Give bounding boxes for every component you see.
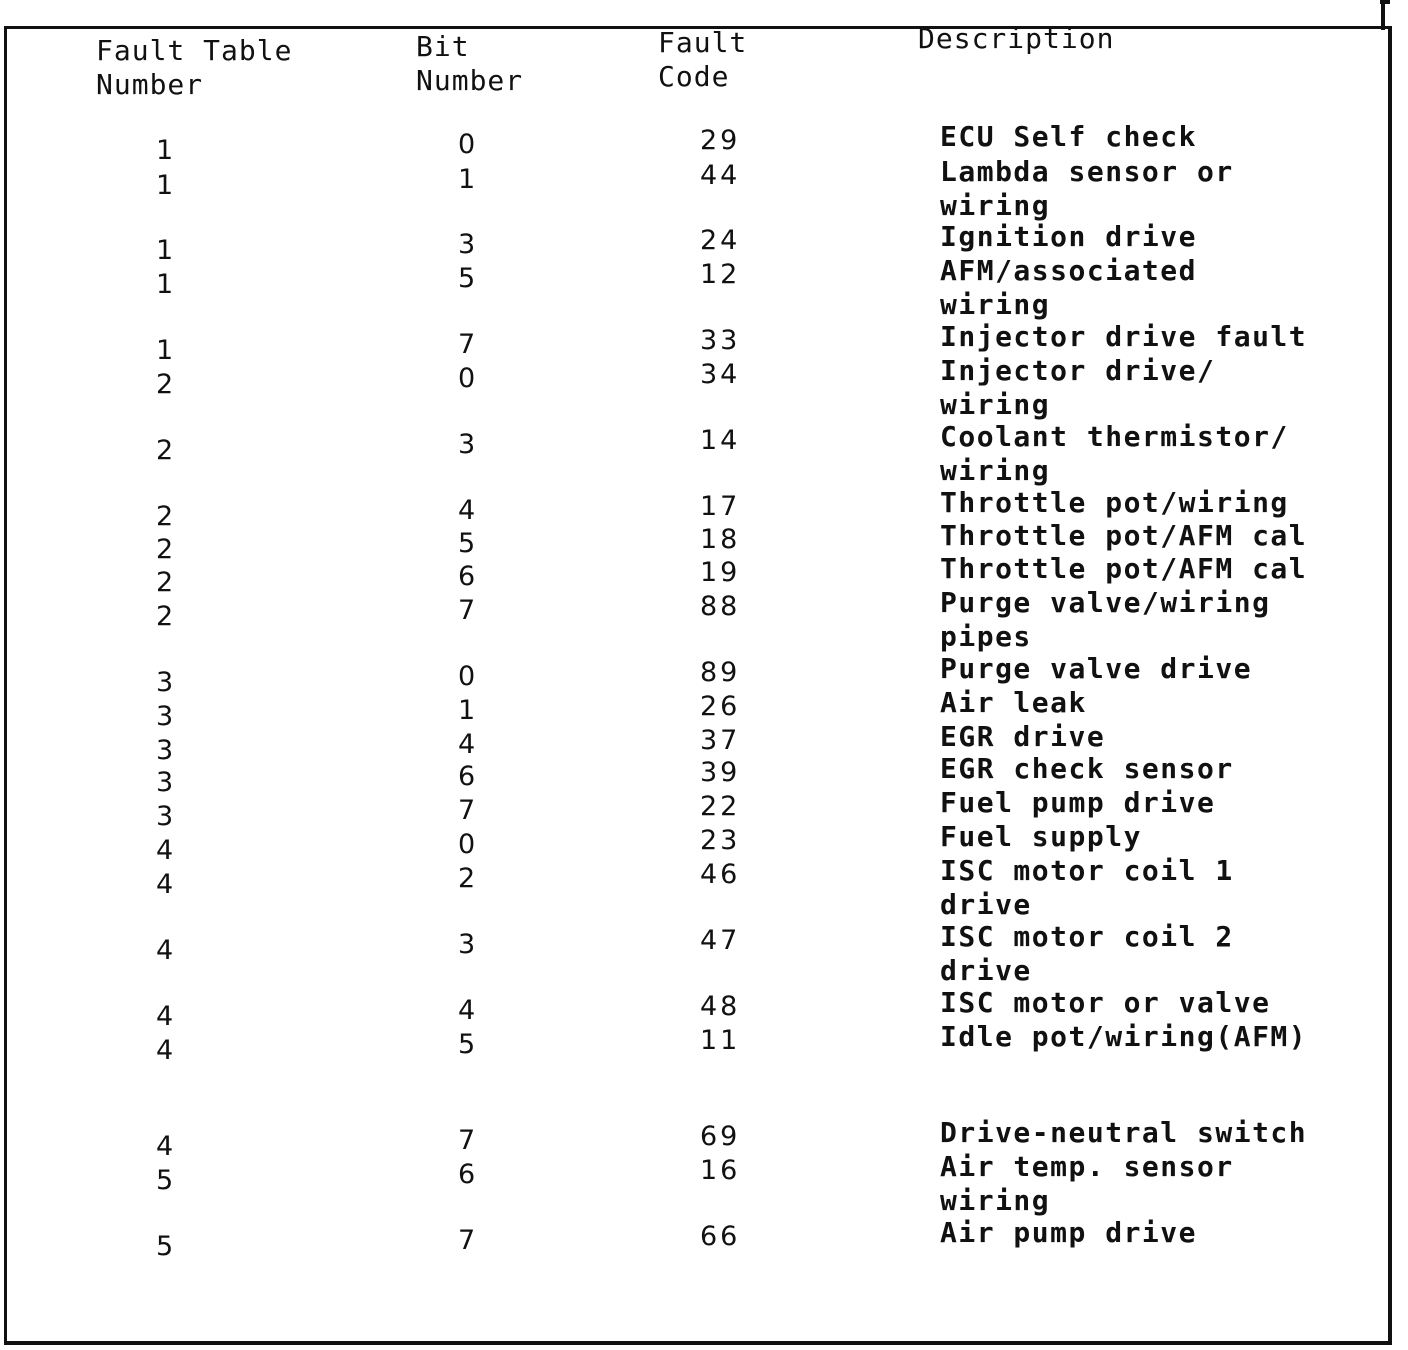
fault-code-cell: 19 [700,557,741,588]
table-row [0,155,1408,222]
bit-number-cell: 4 [458,995,477,1026]
fault-table-number-cell: 2 [156,534,175,565]
fault-code-cell: 89 [700,657,741,688]
bit-number-cell: 4 [458,729,477,760]
bit-number-cell: 0 [458,829,477,860]
bit-number-cell: 6 [458,561,477,592]
description-cell: Purge valve/wiring pipes [940,586,1271,653]
description-cell: Drive-neutral switch [940,1116,1308,1149]
fault-code-cell: 39 [700,757,741,788]
fault-code-cell: 26 [700,691,741,722]
fault-table-number-cell: 4 [156,1131,175,1162]
fault-code-cell: 37 [700,725,741,756]
bit-number-cell: 0 [458,129,477,160]
fault-code-cell: 33 [700,325,741,356]
table-row [0,120,1408,166]
description-cell: Injector drive/ wiring [940,354,1216,421]
description-cell: EGR check sensor [940,752,1234,785]
description-cell: ISC motor coil 2 drive [940,920,1234,987]
fault-code-cell: 69 [700,1121,741,1152]
description-cell: Fuel supply [940,820,1142,853]
fault-table-number-cell: 1 [156,335,175,366]
fault-code-cell: 66 [700,1221,741,1252]
description-cell: Air temp. sensor wiring [940,1150,1234,1217]
header-fault-table-number: Fault Table Number [96,34,293,101]
fault-code-cell: 44 [700,160,741,191]
bit-number-cell: 1 [458,695,477,726]
description-cell: Idle pot/wiring(AFM) [940,1020,1308,1053]
fault-table-number-cell: 3 [156,801,175,832]
bit-number-cell: 0 [458,661,477,692]
bit-number-cell: 1 [458,164,477,195]
table-row [0,552,1408,598]
table-border-corner-top [1380,0,1390,4]
fault-table-number-cell: 4 [156,869,175,900]
table-row [0,519,1408,565]
fault-table-number-cell: 2 [156,435,175,466]
description-cell: Injector drive fault [940,320,1308,353]
table-row [0,986,1408,1032]
fault-code-cell: 16 [700,1155,741,1186]
table-row [0,1116,1408,1162]
fault-table-number-cell: 5 [156,1231,175,1262]
description-cell: AFM/associated wiring [940,254,1198,321]
fault-code-cell: 47 [700,925,741,956]
table-row [0,920,1408,987]
description-cell: ISC motor coil 1 drive [940,854,1234,921]
description-cell: Purge valve drive [940,652,1253,685]
table-row [0,220,1408,266]
header-fault-code: Fault Code [658,26,748,93]
description-cell: Air leak [940,686,1087,719]
header-description: Description [918,22,1115,55]
table-row [0,820,1408,866]
table-row [0,786,1408,832]
table-row [0,320,1408,366]
bit-number-cell: 5 [458,1029,477,1060]
bit-number-cell: 7 [458,1225,477,1256]
description-cell: EGR drive [940,720,1106,753]
fault-code-cell: 22 [700,791,741,822]
fault-code-cell: 17 [700,491,741,522]
description-cell: Throttle pot/wiring [940,486,1289,519]
description-cell: ECU Self check [940,120,1198,153]
fault-table-number-cell: 2 [156,369,175,400]
fault-code-cell: 34 [700,359,741,390]
fault-code-cell: 12 [700,259,741,290]
description-cell: Fuel pump drive [940,786,1216,819]
table-row [0,586,1408,653]
table-row [0,354,1408,421]
bit-number-cell: 2 [458,863,477,894]
bit-number-cell: 7 [458,595,477,626]
fault-code-cell: 48 [700,991,741,1022]
bit-number-cell: 7 [458,1125,477,1156]
bit-number-cell: 4 [458,495,477,526]
table-row [0,486,1408,532]
description-cell: Throttle pot/AFM cal [940,552,1308,585]
fault-code-cell: 46 [700,859,741,890]
header-bit-number: Bit Number [416,30,524,97]
bit-number-cell: 7 [458,329,477,360]
fault-table-number-cell: 1 [156,135,175,166]
bit-number-cell: 7 [458,795,477,826]
bit-number-cell: 6 [458,761,477,792]
description-cell: Air pump drive [940,1216,1198,1249]
description-cell: Coolant thermistor/ wiring [940,420,1289,487]
fault-table-number-cell: 3 [156,701,175,732]
bit-number-cell: 5 [458,528,477,559]
fault-table-number-cell: 2 [156,567,175,598]
fault-table-number-cell: 4 [156,1001,175,1032]
fault-code-cell: 24 [700,225,741,256]
description-cell: Lambda sensor or wiring [940,155,1234,222]
fault-table-number-cell: 1 [156,269,175,300]
table-row [0,720,1408,766]
bit-number-cell: 3 [458,929,477,960]
fault-table-number-cell: 3 [156,735,175,766]
fault-code-cell: 18 [700,524,741,555]
fault-code-cell: 14 [700,425,741,456]
fault-code-cell: 88 [700,591,741,622]
fault-table-number-cell: 4 [156,935,175,966]
fault-code-cell: 29 [700,125,741,156]
table-row [0,652,1408,698]
description-cell: ISC motor or valve [940,986,1271,1019]
table-row [0,1150,1408,1217]
table-border-corner [1381,0,1385,30]
table-row [0,752,1408,798]
bit-number-cell: 0 [458,363,477,394]
fault-table-number-cell: 4 [156,1035,175,1066]
fault-table-number-cell: 5 [156,1165,175,1196]
fault-code-cell: 23 [700,825,741,856]
fault-code-cell: 11 [700,1025,741,1056]
bit-number-cell: 3 [458,429,477,460]
fault-table-number-cell: 2 [156,601,175,632]
table-row [0,1020,1408,1066]
bit-number-cell: 3 [458,229,477,260]
table-row [0,420,1408,487]
table-row [0,254,1408,321]
fault-table-number-cell: 3 [156,667,175,698]
bit-number-cell: 5 [458,263,477,294]
fault-table-number-cell: 1 [156,235,175,266]
fault-table-number-cell: 2 [156,501,175,532]
description-cell: Ignition drive [940,220,1198,253]
fault-table-number-cell: 3 [156,767,175,798]
table-row [0,1216,1408,1262]
fault-table-number-cell: 4 [156,835,175,866]
description-cell: Throttle pot/AFM cal [940,519,1308,552]
table-row [0,854,1408,921]
bit-number-cell: 6 [458,1159,477,1190]
fault-table-number-cell: 1 [156,170,175,201]
table-row [0,686,1408,732]
